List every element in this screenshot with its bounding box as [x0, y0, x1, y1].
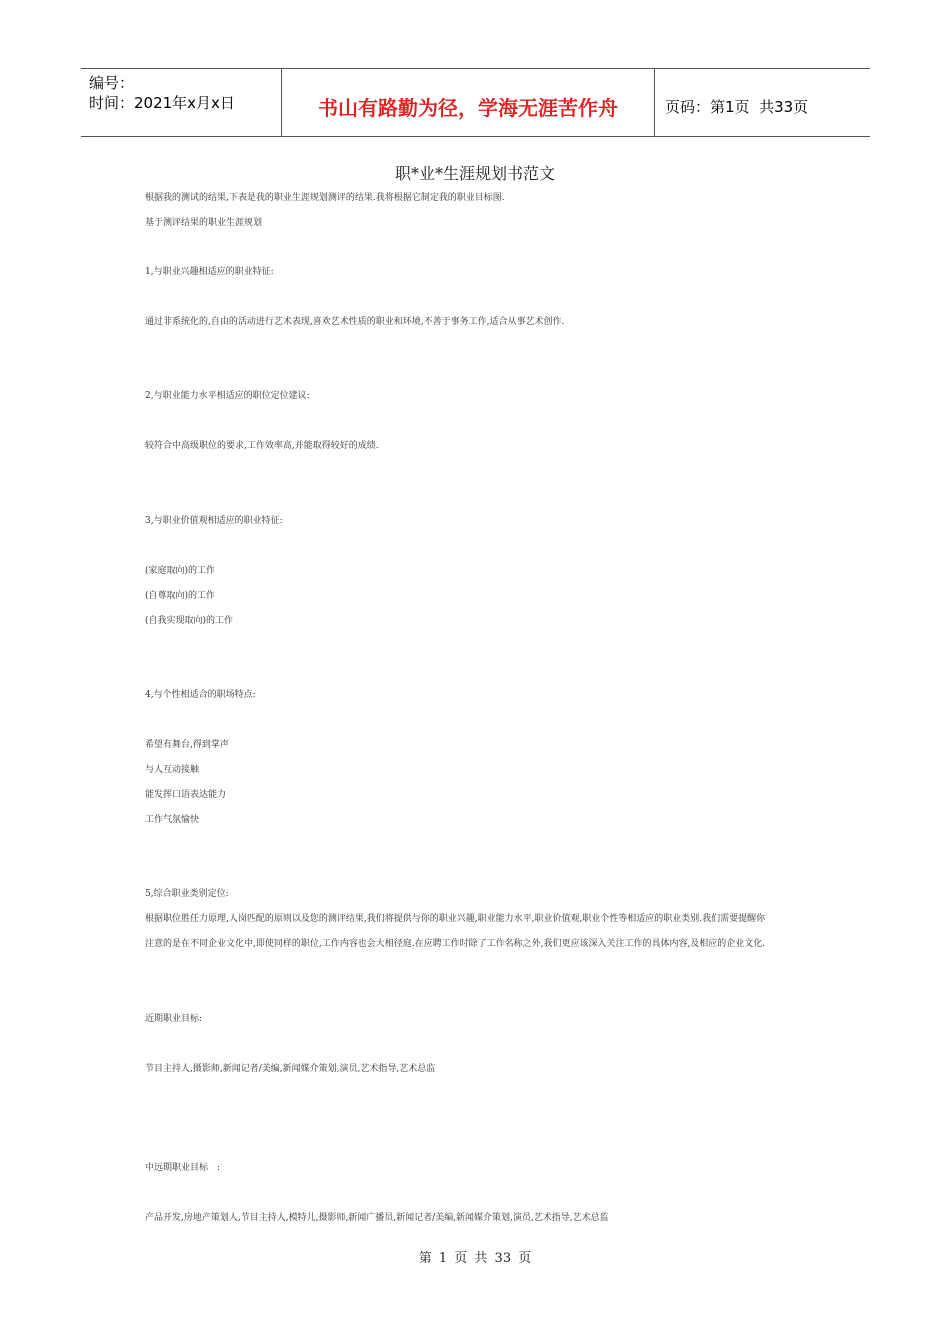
section-heading: 中远期职业目标 : [145, 1163, 221, 1173]
list-item: (家庭取向)的工作 [145, 566, 216, 576]
paragraph: 根据职位胜任力原理,人岗匹配的原则以及您的测评结果,我们将提供与你的职业兴趣,职业能力水平,职业价值观,职业个性等相适应的职业类别.我们需要提醒你 [145, 914, 766, 924]
list-item: 希望有舞台,得到掌声 [145, 740, 229, 750]
section-heading: 3,与职业价值观相适应的职业特征: [145, 516, 283, 526]
section-heading: 5,综合职业类别定位: [145, 889, 229, 899]
intro-text: 根据我的测试的结果,下表是我的职业生涯规划测评的结果.我将根据它制定我的职业目标图. [145, 193, 505, 203]
list-item: 工作气氛愉快 [145, 815, 200, 825]
doc-number-label: 编号： [89, 74, 135, 92]
list-item: (自尊取向)的工作 [145, 591, 216, 601]
paragraph: 产品开发,房地产策划人,节目主持人,模特儿,摄影师,新闻广播员,新闻记者/美编,新闻媒介策划,演员,艺术指导,艺术总监 [145, 1213, 609, 1223]
page-footer: 第 1 页 共 33 页 [418, 1251, 532, 1266]
section-heading: 近期职业目标: [145, 1014, 203, 1024]
header-motto: 书山有路勤为径，学海无涯苦作舟 [282, 69, 655, 136]
document-title: 职*业*生涯规划书范文 [394, 164, 555, 183]
page-header [81, 68, 870, 137]
list-item: (自我实现取向)的工作 [145, 616, 234, 626]
paragraph: 节目主持人,摄影师,新闻记者/美编,新闻媒介策划,演员,艺术指导,艺术总监 [145, 1064, 436, 1074]
section-heading: 1,与职业兴趣相适应的职业特征: [145, 267, 274, 277]
paragraph: 较符合中高级职位的要求,工作效率高,并能取得较好的成绩. [145, 441, 379, 451]
section-heading: 4,与个性相适合的职场特点: [145, 690, 256, 700]
list-item: 与人互动接触 [145, 765, 200, 775]
header-meta [81, 69, 282, 136]
section-heading: 基于测评结果的职业生涯规划 [145, 218, 263, 228]
list-item: 能发挥口语表达能力 [145, 790, 227, 800]
doc-time-label: 时间：2021年x月x日 [89, 94, 235, 112]
paragraph: 通过非系统化的,自由的活动进行艺术表现,喜欢艺术性质的职业和环境,不善于事务工作,适合从事艺术创作. [145, 317, 565, 327]
paragraph: 注意的是在不同企业文化中,即使同样的职位,工作内容也会大相径庭.在应聘工作时除了工作名称之外,我们更应该深入关注工作的具体内容,及相应的企业文化. [145, 939, 766, 949]
header-page-info [655, 69, 870, 136]
section-heading: 2,与职业能力水平相适应的职位定位建议: [145, 391, 310, 401]
page-count-label: 页码：第1页 共33页 [665, 98, 809, 116]
